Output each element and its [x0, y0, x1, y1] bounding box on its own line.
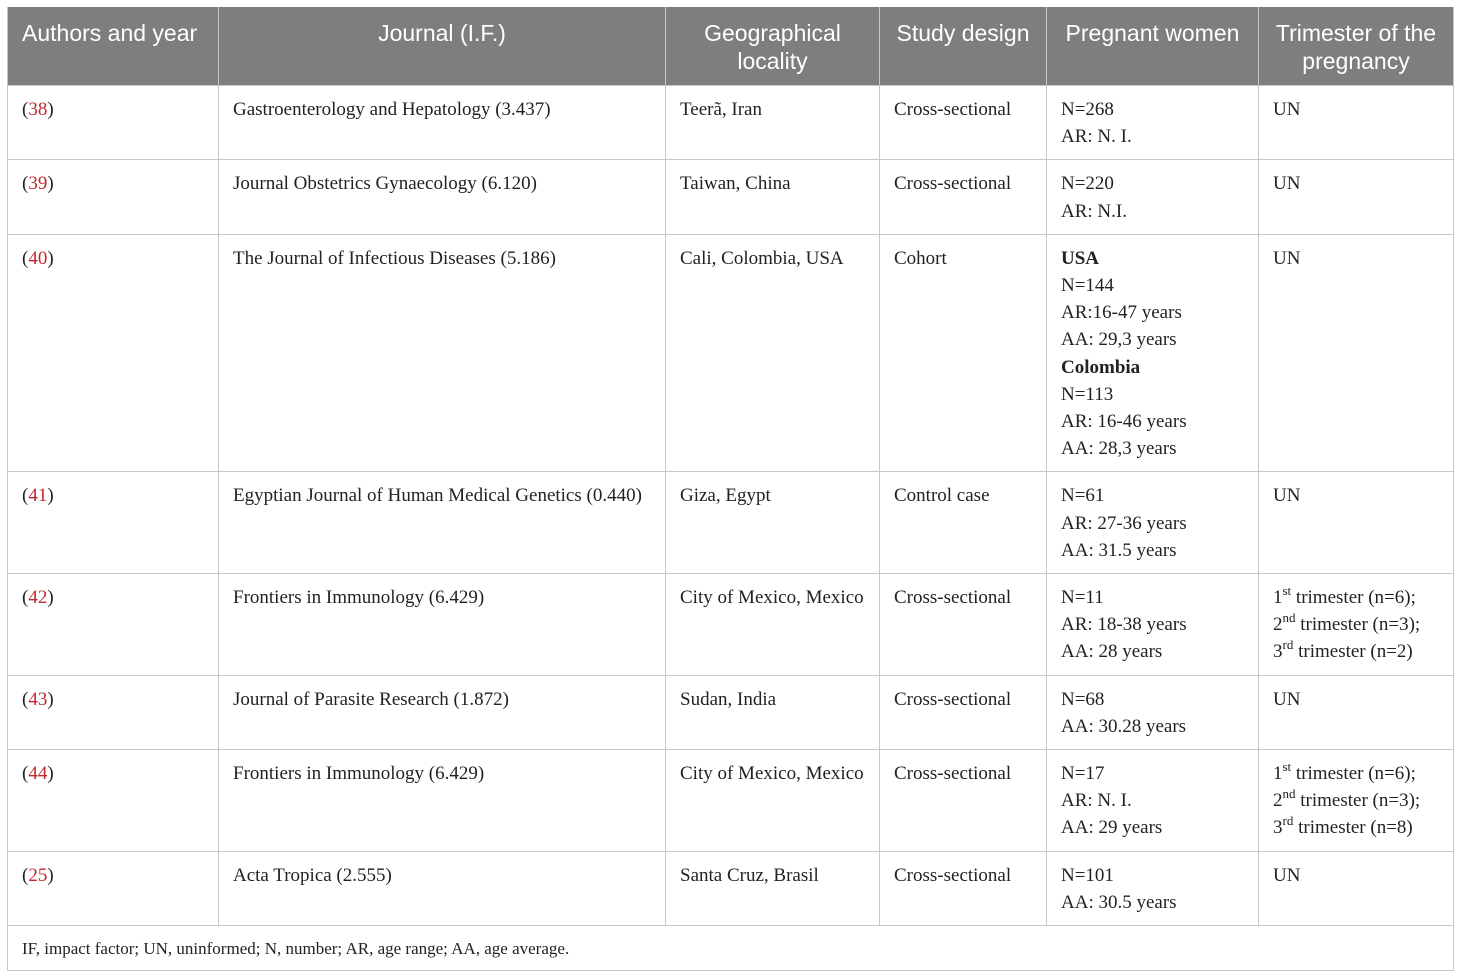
cell-women: [1047, 86, 1259, 160]
cell-locality: Taiwan, China: [666, 160, 880, 234]
trimester-number: 2: [1273, 790, 1283, 812]
women-line: AA: 31.5 years: [1061, 539, 1177, 561]
women-line: AA: 30.5 years: [1061, 891, 1177, 913]
cell-trimester: UN: [1259, 234, 1454, 472]
reference-link[interactable]: 41: [28, 485, 48, 507]
trimester-text: trimester (n=8): [1293, 817, 1413, 839]
women-line: N=101: [1061, 864, 1114, 886]
trimester-number: 1: [1273, 763, 1283, 785]
women-group-label: USA: [1061, 247, 1100, 269]
trimester-text: trimester (n=6);: [1291, 763, 1416, 785]
trimester-line: [1273, 584, 1439, 611]
table-row: [8, 234, 1454, 472]
trimester-ordinal: st: [1282, 758, 1292, 774]
women-line: N=17: [1061, 763, 1105, 785]
cell-reference: (41): [8, 472, 219, 574]
reference-link[interactable]: 43: [28, 688, 48, 710]
table-row: [8, 160, 1454, 234]
cell-journal: Acta Tropica (2.555): [219, 851, 666, 925]
trimester-ordinal: nd: [1282, 609, 1296, 625]
women-line: N=268: [1061, 99, 1114, 120]
trimester-text: trimester (n=2): [1293, 641, 1413, 663]
cell-trimester: UN: [1259, 675, 1454, 749]
reference-link[interactable]: 25: [28, 864, 48, 886]
cell-journal: Journal of Parasite Research (1.872): [219, 675, 666, 749]
women-line: N=61: [1061, 485, 1105, 507]
cell-women: [1047, 234, 1259, 472]
cell-design: Cross-sectional: [880, 675, 1047, 749]
trimester-line: [1273, 787, 1439, 814]
trimester-number: 3: [1273, 641, 1283, 663]
header-journal: Journal (I.F.): [219, 7, 666, 86]
cell-design: Cross-sectional: [880, 86, 1047, 160]
trimester-line: [1273, 814, 1439, 841]
trimester-line: [1273, 611, 1439, 638]
cell-women: [1047, 851, 1259, 925]
cell-locality: Sudan, India: [666, 675, 880, 749]
table-row: [8, 750, 1454, 852]
table-row: [8, 851, 1454, 925]
trimester-text: trimester (n=3);: [1295, 790, 1421, 812]
cell-trimester: [1259, 750, 1454, 852]
women-line: AR: N. I.: [1061, 790, 1132, 812]
cell-journal: Frontiers in Immunology (6.429): [219, 574, 666, 676]
trimester-ordinal: rd: [1282, 637, 1294, 653]
women-line: AR: N. I.: [1061, 126, 1132, 148]
cell-trimester: UN: [1259, 86, 1454, 160]
table-container: [7, 7, 1453, 971]
trimester-number: 2: [1273, 614, 1283, 636]
table-row: [8, 675, 1454, 749]
women-line: AA: 28,3 years: [1061, 438, 1177, 460]
women-line: N=220: [1061, 173, 1114, 195]
header-locality: Geographical locality: [666, 7, 880, 86]
women-line: AA: 29 years: [1061, 817, 1163, 839]
cell-trimester: UN: [1259, 472, 1454, 574]
cell-design: Cross-sectional: [880, 851, 1047, 925]
women-line: AA: 30.28 years: [1061, 715, 1187, 737]
header-design: Study design: [880, 7, 1047, 86]
cell-women: [1047, 750, 1259, 852]
women-line: AR: 27-36 years: [1061, 512, 1187, 534]
cell-women: [1047, 574, 1259, 676]
cell-women: [1047, 160, 1259, 234]
table-row: [8, 86, 1454, 160]
cell-reference: (43): [8, 675, 219, 749]
cell-locality: City of Mexico, Mexico: [666, 750, 880, 852]
women-line: N=11: [1061, 587, 1104, 609]
reference-link[interactable]: 44: [28, 763, 48, 785]
cell-reference: (39): [8, 160, 219, 234]
trimester-line: [1273, 760, 1439, 787]
women-line: AR: 18-38 years: [1061, 614, 1187, 636]
cell-women: [1047, 675, 1259, 749]
trimester-text: trimester (n=6);: [1291, 587, 1416, 609]
women-group-label: Colombia: [1061, 356, 1141, 378]
women-line: N=144: [1061, 275, 1114, 297]
cell-journal: Journal Obstetrics Gynaecology (6.120): [219, 160, 666, 234]
cell-design: Cross-sectional: [880, 574, 1047, 676]
cell-locality: Cali, Colombia, USA: [666, 234, 880, 472]
women-line: AA: 28 years: [1061, 641, 1163, 663]
reference-link[interactable]: 42: [28, 587, 48, 609]
cell-locality: Giza, Egypt: [666, 472, 880, 574]
women-line: AA: 29,3 years: [1061, 329, 1177, 351]
women-line: N=68: [1061, 688, 1105, 710]
cell-journal: Frontiers in Immunology (6.429): [219, 750, 666, 852]
cell-reference: (40): [8, 234, 219, 472]
reference-link[interactable]: 40: [28, 247, 48, 269]
cell-design: Cross-sectional: [880, 750, 1047, 852]
footnote: IF, impact factor; UN, uninformed; N, number; AR, age range; AA, age average.: [8, 926, 1454, 971]
table-row: [8, 472, 1454, 574]
women-line: AR: N.I.: [1061, 200, 1127, 222]
cell-design: Control case: [880, 472, 1047, 574]
cell-trimester: [1259, 574, 1454, 676]
trimester-text: trimester (n=3);: [1295, 614, 1421, 636]
cell-women: [1047, 472, 1259, 574]
cell-locality: Teerã, Iran: [666, 86, 880, 160]
cell-design: Cohort: [880, 234, 1047, 472]
trimester-ordinal: nd: [1282, 785, 1296, 801]
footnote-row: [8, 926, 1454, 971]
cell-reference: (25): [8, 851, 219, 925]
women-line: AR: 16-46 years: [1061, 411, 1187, 433]
study-table: [7, 7, 1454, 971]
cell-locality: Santa Cruz, Brasil: [666, 851, 880, 925]
women-line: AR:16-47 years: [1061, 302, 1182, 324]
cell-journal: Gastroenterology and Hepatology (3.437): [219, 86, 666, 160]
reference-link[interactable]: 38: [28, 99, 48, 120]
cell-trimester: UN: [1259, 160, 1454, 234]
cell-reference: (42): [8, 574, 219, 676]
trimester-ordinal: st: [1282, 582, 1292, 598]
header-trimester: Trimester of the pregnancy: [1259, 7, 1454, 86]
cell-reference: (44): [8, 750, 219, 852]
cell-locality: City of Mexico, Mexico: [666, 574, 880, 676]
table-row: [8, 574, 1454, 676]
cell-journal: The Journal of Infectious Diseases (5.186): [219, 234, 666, 472]
cell-trimester: UN: [1259, 851, 1454, 925]
header-women: Pregnant women: [1047, 7, 1259, 86]
cell-design: Cross-sectional: [880, 160, 1047, 234]
trimester-number: 3: [1273, 817, 1283, 839]
trimester-number: 1: [1273, 587, 1283, 609]
women-line: N=113: [1061, 383, 1114, 405]
cell-reference: (38): [8, 86, 219, 160]
reference-link[interactable]: 39: [28, 173, 48, 195]
trimester-ordinal: rd: [1282, 813, 1294, 829]
trimester-line: [1273, 638, 1439, 665]
header-row: [8, 7, 1454, 86]
header-authors: Authors and year: [8, 7, 219, 86]
cell-journal: Egyptian Journal of Human Medical Genetics (0.440): [219, 472, 666, 574]
